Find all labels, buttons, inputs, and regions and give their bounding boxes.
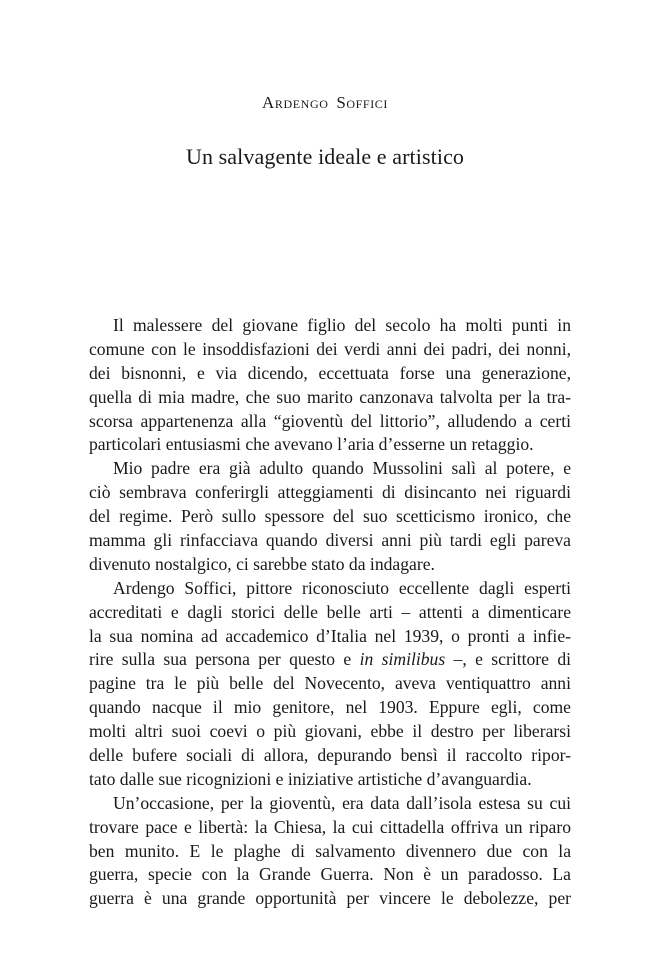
text-line: scorsa appartenenza alla “gioventù del littorio”, alludendo a certi <box>89 410 571 431</box>
chapter-title: Un salvagente ideale e artistico <box>185 144 465 169</box>
text-line: la sua nomina ad accademico d’Italia nel 1939, o pronti a infie- <box>89 625 571 646</box>
text-line: ciò sembrava conferirgli atteggiamenti di disincanto nei riguardi <box>89 482 571 503</box>
text-line: del regime. Però sullo spessore del suo scetticismo ironico, che <box>89 506 571 527</box>
chapter-author: Ardengo Soffici <box>262 93 388 112</box>
text-line: dei bisnonni, e via dicendo, eccettuata forse una generazione, <box>89 362 571 383</box>
paragraph-3 <box>89 577 571 792</box>
text-line: mamma gli rinfacciava quando diversi anni più tardi egli pareva <box>89 530 571 551</box>
text-line: Ardengo Soffici, pittore riconosciuto eccellente dagli esperti <box>113 577 571 598</box>
text-line: Il malessere del giovane figlio del secolo ha molti punti in <box>113 315 571 335</box>
text-line: divenuto nostalgico, ci sarebbe stato da indagare. <box>89 553 435 574</box>
body-text <box>89 314 571 911</box>
text-line: trovare pace e libertà: la Chiesa, la cui cittadella offriva un riparo <box>89 816 571 837</box>
text-line: particolari entusiasmi che avevano l’aria d’esserne un retaggio. <box>89 434 534 455</box>
text-line-with-italic <box>89 648 571 672</box>
text-line: molti altri suoi coevi o più giovani, ebbe il destro per liberarsi <box>89 721 571 742</box>
text-line: Mio padre era già adulto quando Mussolini salì al potere, e <box>113 458 571 479</box>
paragraph-1 <box>89 314 571 457</box>
paragraph-4 <box>89 792 571 911</box>
text-line: delle bufere sociali di allora, depurando bensì il raccolto ripor- <box>89 745 571 766</box>
italic-phrase: in similibus <box>359 649 446 670</box>
text-segment: rire sulla sua persona per questo e <box>89 649 360 670</box>
text-line: guerra, specie con la Grande Guerra. Non è un paradosso. La <box>89 864 571 885</box>
paragraph-2 <box>89 457 571 576</box>
text-line: guerra è una grande opportunità per vincere le debolezze, per <box>89 888 571 909</box>
text-line: comune con le insoddisfazioni dei verdi anni dei padri, dei nonni, <box>89 338 571 359</box>
text-line: quando nacque il mio genitore, nel 1903. Eppure egli, come <box>89 697 571 718</box>
text-line: quella di mia madre, che suo marito canzonava talvolta per la tra- <box>89 386 571 407</box>
text-line: tato dalle sue ricognizioni e iniziative artistiche d’avanguardia. <box>89 768 532 789</box>
text-line: Un’occasione, per la gioventù, era data dall’isola estesa su cui <box>113 792 571 813</box>
text-segment: –, e scrittore di <box>445 649 571 670</box>
text-line: pagine tra le più belle del Novecento, aveva ventiquattro anni <box>89 673 571 694</box>
text-line: ben munito. E le plaghe di salvamento divennero due con la <box>89 840 571 861</box>
text-line: accreditati e dagli storici delle belle arti – attenti a dimenticare <box>89 601 571 622</box>
